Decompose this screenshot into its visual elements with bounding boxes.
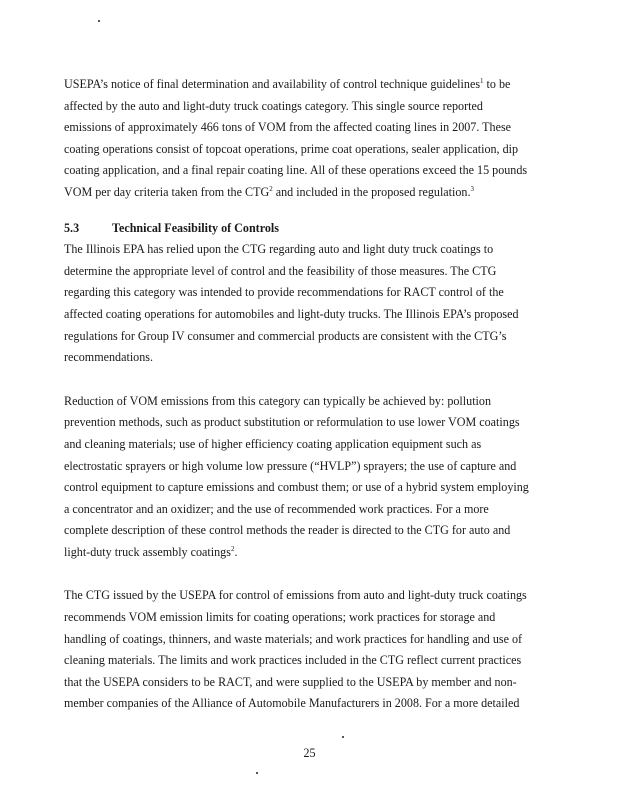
section-technical-feasibility	[64, 218, 554, 369]
p1-line1-text: USEPA’s notice of final determination and availability of control technique guidelines	[64, 77, 481, 91]
p4-line2: recommends VOM emission limits for coating operations; work practices for storage and	[64, 610, 496, 625]
page-content	[64, 74, 554, 737]
p3-line2: prevention methods, such as product substitution or reformulation to use lower VOM coatings	[64, 415, 520, 430]
paragraph-final-determination	[64, 74, 554, 204]
footnote-ref: 2	[269, 184, 273, 193]
paragraph-vom-reduction	[64, 391, 554, 564]
p3-line8-text: light-duty truck assembly coatings	[64, 544, 231, 559]
p4-line1: The CTG issued by the USEPA for control of emissions from auto and light-duty truck coatings	[64, 588, 527, 603]
section-title: Technical Feasibility of Controls	[112, 220, 279, 235]
p1-line6-text: VOM per day criteria taken from the CTG	[64, 184, 270, 199]
p2-line2: determine the appropriate level of control and the feasibility of those measures. The CTG	[64, 263, 497, 278]
footnote-ref: 2	[230, 544, 235, 553]
scan-speck	[256, 772, 258, 774]
p3-line3: and cleaning materials; use of higher efficiency coating application equipment such as	[64, 436, 482, 451]
p3-line4: electrostatic sprayers or high volume low pressure (“HVLP”) sprayers; the use of capture and	[64, 458, 517, 473]
p1-line5: coating application, and a final repair coating line. All of these operations exceed the 15 pounds	[64, 163, 528, 178]
scan-speck	[342, 736, 344, 738]
p1-line3: emissions of approximately 466 tons of VOM from the affected coating lines in 2007. These	[64, 120, 512, 135]
p3-line6: a concentrator and an oxidizer; and the use of recommended work practices. For a more	[64, 501, 489, 516]
footnote-ref: 1	[480, 77, 484, 85]
p3-line1: Reduction of VOM emissions from this category can typically be achieved by: pollution	[64, 393, 492, 408]
scan-speck	[98, 20, 100, 22]
p4-line5: that the USEPA considers to be RACT, and were supplied to the USEPA by member and non-	[64, 674, 517, 689]
paragraph-ctg-recommendations	[64, 585, 554, 715]
p3-line7: complete description of these control methods the reader is directed to the CTG for auto and	[64, 523, 511, 538]
paragraph-illinois-epa-ctg	[64, 239, 554, 369]
section-number: 5.3	[64, 220, 80, 235]
p3-line8-tail: .	[234, 544, 238, 559]
p2-line3: regarding this category was intended to provide recommendations for RACT control of the	[64, 285, 504, 300]
p2-line1: The Illinois EPA has relied upon the CTG regarding auto and light duty truck coatings to	[64, 242, 494, 257]
p3-line5: control equipment to capture emissions and combust them; or use of a hybrid system employing	[64, 480, 529, 495]
p2-line6: recommendations.	[64, 350, 153, 365]
p2-line4: affected coating operations for automobiles and light-duty trucks. The Illinois EPA’s proposed	[64, 306, 519, 321]
section-heading	[64, 218, 554, 240]
p1-line6-tail: and included in the proposed regulation.	[272, 184, 471, 199]
p4-line6: member companies of the Alliance of Automobile Manufacturers in 2008. For a more detailed	[64, 696, 520, 711]
page-number: 25	[303, 746, 316, 760]
footnote-ref: 3	[470, 184, 475, 193]
p4-line3: handling of coatings, thinners, and waste materials; and work practices for handling and use of	[64, 631, 523, 646]
p1-line2: affected by the auto and light-duty truck coatings category. This single source reported	[64, 98, 483, 113]
p4-line4: cleaning materials. The limits and work practices included in the CTG reflect current practices	[64, 653, 522, 668]
p1-line4: coating operations consist of topcoat operations, prime coat operations, sealer application, dip	[64, 141, 519, 156]
p1-line1-tail: to be	[483, 77, 511, 91]
p2-line5: regulations for Group IV consumer and commercial products are consistent with the CTG’s	[64, 328, 507, 343]
